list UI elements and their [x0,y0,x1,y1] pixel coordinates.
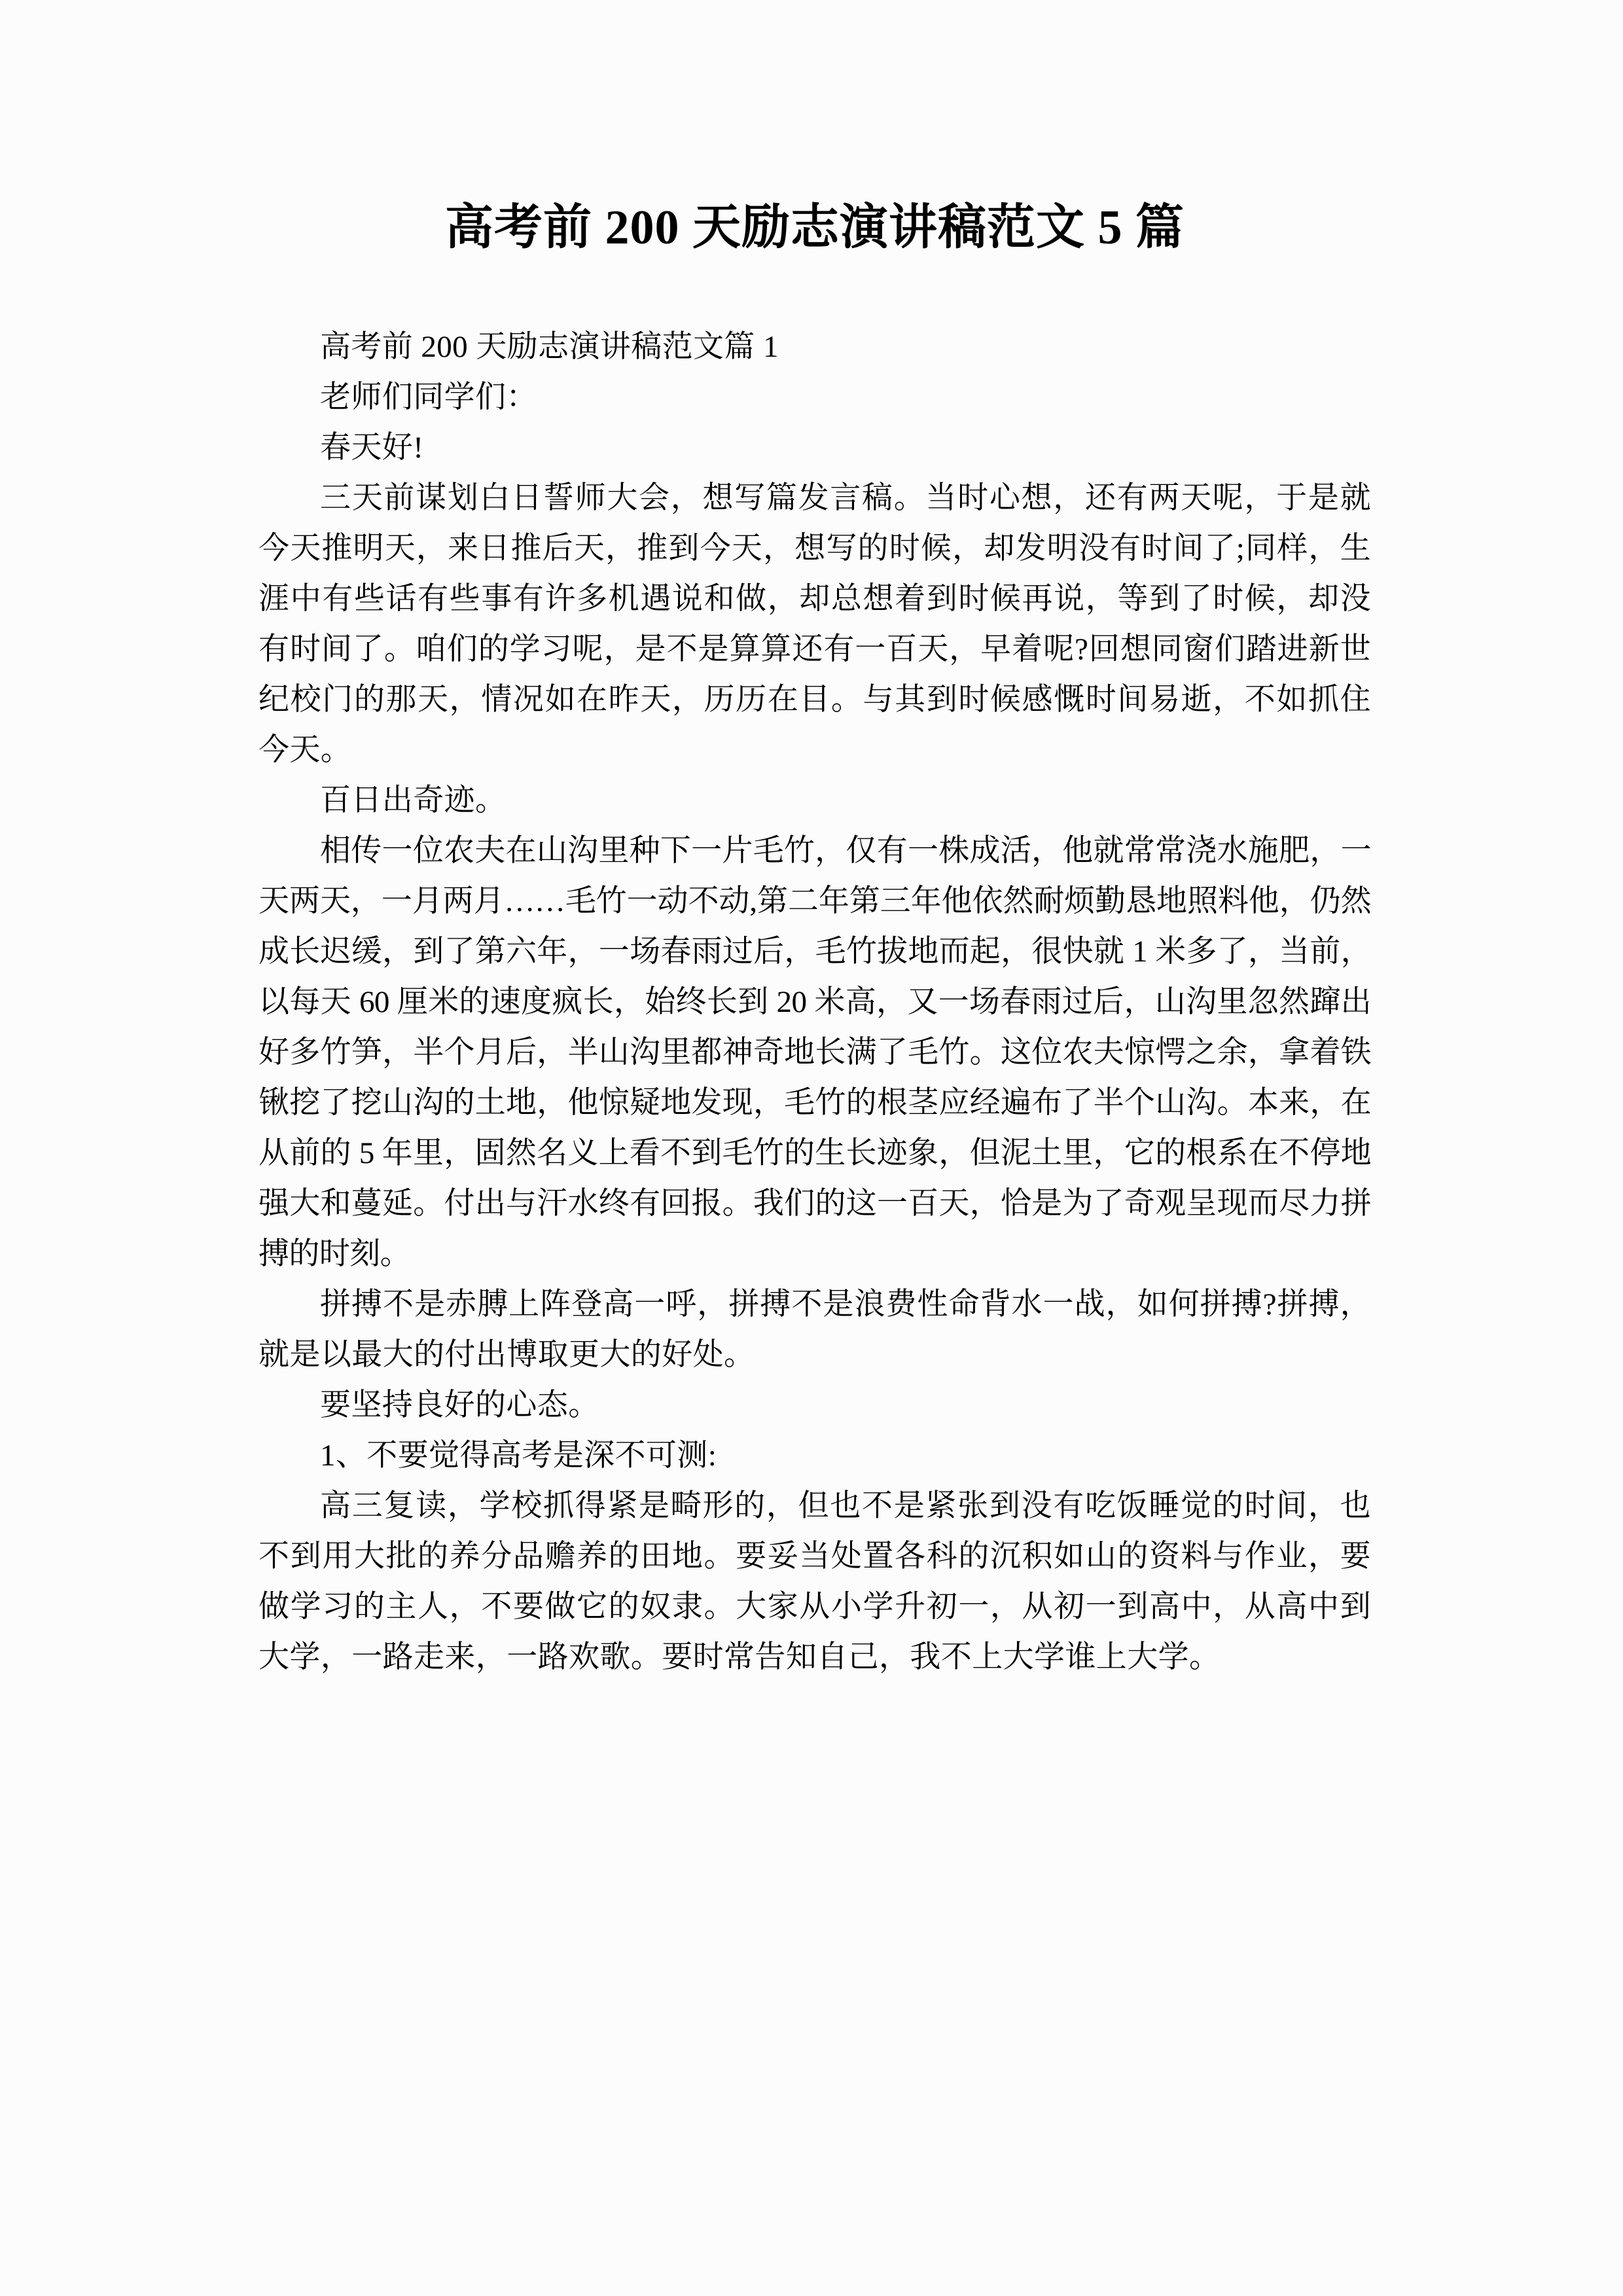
paragraph-what-is-struggle: 拼搏不是赤膊上阵登高一呼，拼搏不是浪费性命背水一战，如何拼搏?拼搏，就是以最大的付出博取更大的好处。 [259,1287,1371,1372]
paragraph-bamboo-story: 相传一位农夫在山沟里种下一片毛竹，仅有一株成活，他就常常浇水施肥，一天两天，一月两月……毛竹一动不动,第二年第三年他依然耐烦勤恳地照料他，仍然成长迟缓，到了第六年，一场春雨过后，毛竹拔地而起，很快就 1 米多了，当前，以每天 60 厘米的速度疯长，始终长到 20 米高，又一场春雨过后，山沟里忽然蹿出好多竹笋，半个月后，半山沟里都神奇地长满了毛竹。这位农夫惊愕之余，拿着铁锹挖了挖山沟的土地，他惊疑地发现，毛竹的根茎应经遍布了半个山沟。本来，在从前的 5 年里，固然名义上看不到毛竹的生长迹象，但泥土里，它的根系在不停地强大和蔓延。付出与汗水终有回报。我们的这一百天，恰是为了奇观呈现而尽力拼搏的时刻。 [259,834,1371,1272]
page-title: 高考前 200 天励志演讲稿范文 5 篇 [445,201,1185,255]
paragraph-subtitle-essay-1: 高考前 200 天励志演讲稿范文篇 1 [320,330,779,365]
paragraph-hundred-days-miracle: 百日出奇迹。 [320,783,507,818]
paragraph-salutation: 老师们同学们： [320,380,537,415]
paragraph-greeting: 春天好! [320,431,424,465]
paragraph-three-days-ago: 三天前谋划白日誓师大会，想写篇发言稿。当时心想，还有两天呢，于是就今天推明天，来日推后天，推到今天，想写的时候，却发明没有时间了;同样，生涯中有些话有些事有许多机遇说和做，却总想着到时候再说，等到了时候，却没有时间了。咱们的学习呢，是不是算算还有一百天，早着呢?回想同窗们踏进新世纪校门的那天，情况如在昨天，历历在目。与其到时候感慨时间易逝，不如抓住今天。 [259,481,1371,768]
page-content [259,196,1371,1683]
paragraph-senior-three: 高三复读，学校抓得紧是畸形的，但也不是紧张到没有吃饭睡觉的时间，也不到用大批的养分品赡养的田地。要妥当处置各科的沉积如山的资料与作业，要做学习的主人，不要做它的奴隶。大家从小学升初一，从初一到高中，从高中到大学，一路走来，一路欢歌。要时常告知自己，我不上大学谁上大学。 [259,1489,1371,1675]
paragraph-keep-good-mindset: 要坚持良好的心态。 [320,1388,599,1423]
document-body [259,322,1371,1683]
paragraph-item-1: 1、不要觉得高考是深不可测: [320,1439,717,1473]
